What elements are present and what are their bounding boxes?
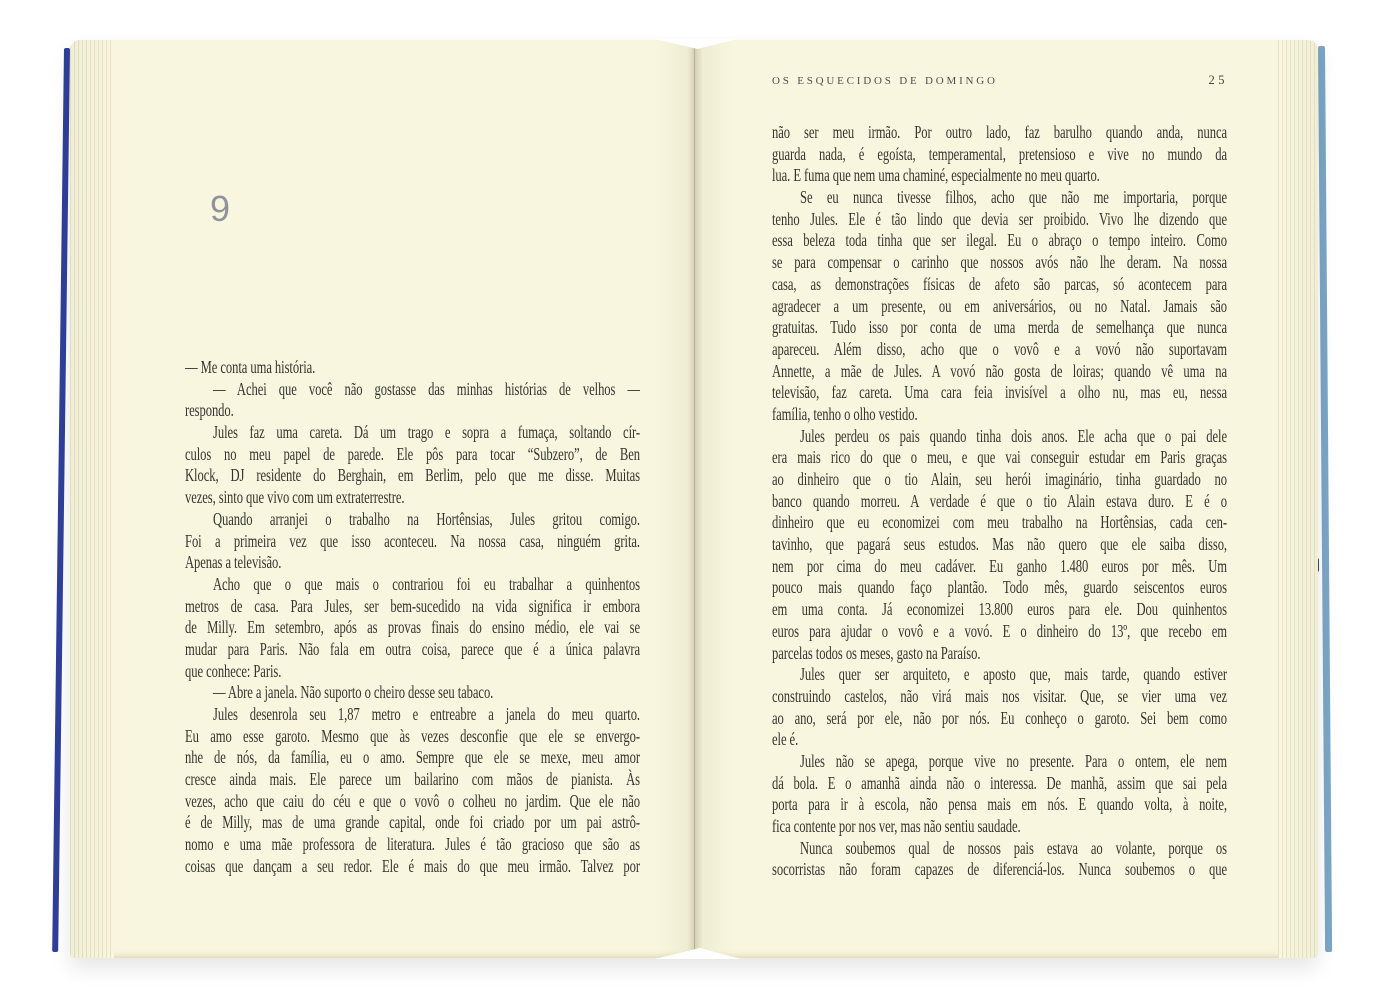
text-line: Jules desenrola seu 1,87 metro e entreabre a janela do meu quarto. [213,704,640,724]
text-line: Klock, DJ residente do Berghain, em Berlim, pelo que me disse. Muitas [185,465,640,486]
text-line: Quando arranjei o trabalho na Hortênsias, Jules gritou comigo. [213,508,640,529]
text-line: — Achei que você não gostasse das minhas histórias de velhos — [213,378,640,399]
text-line: televisão, faz careta. Uma cara feia invisível a olho nu, mas eu, nessa [772,382,1227,403]
text-line: mudar para Paris. Não fala em outra coisa, parece que é a única palavra [185,638,640,659]
text-line: que conhece: Paris. [185,660,282,681]
text-line: nhe de nós, da família, eu o amo. Sempre que ele se mexe, meu amor [185,747,640,768]
text-line: Jules perdeu os pais quando tinha dois anos. Ele acha que o pai dele [800,425,1227,446]
text-line: construindo castelos, não virá mais nos visitar. Que, se vier uma vez [772,685,1227,706]
text-line: parcelas todos os meses, gasto na Paraíso. [772,642,981,663]
text-line: família, tenho o olho vestido. [772,403,918,424]
text-line: cresce ainda mais. Ele parece um bailarino com mãos de pianista. Às [185,769,640,790]
text-line: de Milly. Em setembro, após as provas finais do ensino médio, ele vai se [185,617,640,638]
text-line: — Me conta uma história. [185,357,316,377]
page-stack-edges-right [1278,40,1318,958]
text-line: apareceu. Além disso, acho que o vovô e a vovó não suportavam [772,338,1227,359]
text-line: essa beleza toda tinha que ser ilegal. Eu o abraço o tempo inteiro. Como [772,230,1227,251]
text-line: lua. E fuma que nem uma chaminé, especialmente no meu quarto. [772,165,1100,186]
text-line: ao ano, será por ele, não por nós. Eu conheço o garoto. Sei bem como [772,707,1227,728]
text-line: não ser meu irmão. Por outro lado, faz barulho quando anda, nunca [772,122,1227,142]
text-line: nem por cima do meu cadáver. Eu ganho 1.480 euros por mês. Um [772,555,1227,576]
running-header-row [772,73,1228,88]
text-line: guarda nada, é egoísta, temperamental, pretensioso e vive no mundo da [772,143,1227,164]
text-line: casa, as demonstrações físicas de afeto são parcas, só acontecem para [772,273,1227,294]
text-line: Jules não se apega, porque vive no presente. Para o ontem, ele nem [800,750,1227,771]
text-line: Eu amo esse garoto. Mesmo que às vezes desconfie que ele se envergo- [185,725,640,746]
text-line: banco quando morreu. A verdade é que o tio Alain estava duro. E é o [772,490,1227,511]
text-line: ele é. [772,729,799,750]
left-page-text [185,357,640,878]
text-line: agradecer a um presente, ou em aniversários, ou no Natal. Jamais são [772,295,1227,316]
text-line: era mais rico do que o meu, e que vai conseguir estudar em Paris graças [772,447,1227,468]
text-line: Jules faz uma careta. Dá um trago e sopra a fumaça, soltando cír- [213,422,640,443]
text-line: dinheiro que eu economizei com meu trabalho na Hortênsias, cada cen- [772,512,1227,533]
text-line: Annette, a mãe de Jules. A vovó não gosta de loiras; quando vê uma na [772,360,1227,381]
text-line: coisas que dançam a seu redor. Ele é mais do que meu irmão. Talvez por [185,855,640,876]
text-line: socorristas não foram capazes de diferenciá-los. Nunca soubemos o que [772,859,1227,880]
text-line: dá bola. E o amanhã ainda não o interessa. De manhã, assim que sai pela [772,772,1227,793]
text-line: é de Milly, mas de uma grande capital, onde foi criado por um pai astrô- [185,812,640,833]
text-line: em uma conta. Já economizei 13.800 euros para ele. Dou quinhentos [772,599,1227,620]
text-line: Apenas a televisão. [185,552,282,573]
text-line: pouco mais quando faço plantão. Todo mês, guardo seiscentos euros [772,577,1227,598]
text-line: se para compensar o carinho que nossos avós não lhe deram. Na nossa [772,252,1227,273]
text-line: gratuitas. Tudo isso por conta de uma merda de semelhança que nunca [772,317,1227,338]
page-stack-edges-left [70,40,114,958]
text-line: Nunca soubemos qual de nossos pais estava ao volante, porque os [800,837,1227,858]
text-line: culos no meu papel de parede. Ele pôs para tocar “Subzero”, de Ben [185,443,640,464]
chapter-number: 9 [210,188,231,229]
text-line: Acho que o que mais o contrariou foi eu trabalhar a quinhentos [213,573,640,594]
text-line: vezes, acho que caiu do céu e que o vovô o colheu no jardim. Que ele não [185,790,640,811]
text-line: porta para ir à escola, não pensa mais em nós. E quando volta, à noite, [772,794,1227,815]
right-page-text [772,122,1227,881]
text-line: vezes, sinto que vivo com um extraterrestre. [185,487,405,508]
text-line: nomo e uma mãe professora de literatura. Jules é tão gracioso que são as [185,834,640,855]
text-line: fica contente por nos ver, mas não sentiu saudade. [772,816,1021,836]
text-line: Jules quer ser arquiteto, e aposto que, mais tarde, quando estiver [800,664,1227,685]
book-cover-left-edge [52,48,70,952]
page-number: 25 [1208,73,1228,87]
text-line: Foi a primeira vez que isso aconteceu. Na nossa casa, ninguém grita. [185,530,640,551]
gutter-shadow [657,40,733,958]
text-line: — Abre a janela. Não suporto o cheiro desse seu tabaco. [213,682,494,703]
text-line: tavinho, que pagará seus estudos. Mas não quero que ele saiba disso, [772,534,1227,555]
book-cover-right-edge [1318,46,1332,952]
text-line: Se eu nunca tivesse filhos, acho que não me importaria, porque [800,187,1227,208]
running-head-title: OS ESQUECIDOS DE DOMINGO [772,75,998,87]
gutter-crease [694,40,695,958]
text-line: ao dinheiro que o tio Alain, seu herói imaginário, tinha guardado no [772,469,1227,489]
text-line: respondo. [185,400,234,421]
text-line: euros para ajudar o vovô e a vovó. E o dinheiro do 13º, que recebo em [772,620,1227,641]
text-line: tenho Jules. Ele é tão lindo que devia ser proibido. Vivo lhe dizendo que [772,208,1227,229]
text-line: metros de casa. Para Jules, ser bem-sucedido na vida significa ir embora [185,595,640,616]
